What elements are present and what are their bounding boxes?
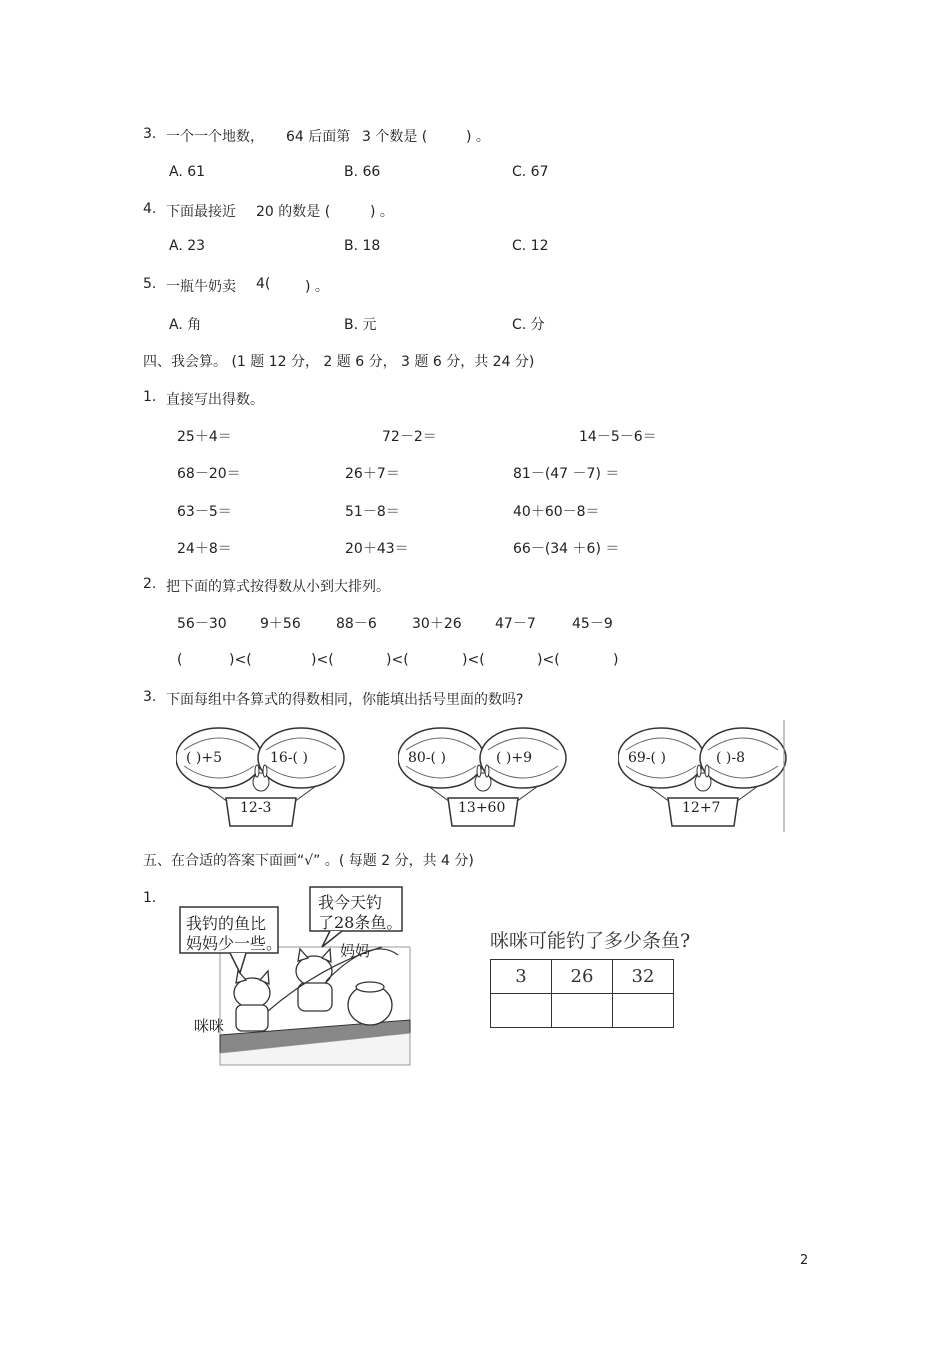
choice-cell: 3 (491, 960, 552, 994)
calc-item: 66－(34 ＋6) ＝ (513, 541, 620, 557)
q5-option-c[interactable]: C. 分 (512, 317, 545, 333)
q4-text2: 20 的数是 ( (256, 204, 331, 220)
answer-table (490, 959, 674, 1028)
s4-q2-title: 把下面的算式按得数从小到大排列。 (166, 579, 390, 595)
expr-item: 56－30 (177, 616, 227, 632)
basket-expr: 13+60 (458, 800, 506, 816)
answer-cell[interactable] (613, 994, 674, 1028)
choice-cell: 26 (552, 960, 613, 994)
q5-number: 5. (143, 276, 157, 292)
section5-heading: 五、在合适的答案下面画“√” 。( 每题 2 分，共 4 分) (143, 853, 474, 869)
q3-text4: ) 。 (466, 129, 490, 145)
q5-text: 一瓶牛奶卖 (166, 279, 236, 295)
answer-cell[interactable] (491, 994, 552, 1028)
choice-cell: 32 (613, 960, 674, 994)
calc-item: 51－8＝ (345, 504, 400, 520)
order-blank[interactable]: ) (613, 652, 619, 668)
expr-item: 47－7 (495, 616, 536, 632)
s4-q3-number: 3. (143, 689, 157, 705)
s4-q1-title: 直接写出得数。 (166, 392, 264, 408)
balloon-right-expr[interactable]: ( )+9 (496, 750, 533, 766)
expr-item: 45－9 (572, 616, 613, 632)
calc-item: 26＋7＝ (345, 466, 400, 482)
answer-cell[interactable] (552, 994, 613, 1028)
s4-q1-number: 1. (143, 389, 157, 405)
balloon-group-3 (618, 720, 788, 832)
balloon-left-expr[interactable]: 69-( ) (628, 750, 666, 766)
section4-heading: 四、我会算。 (1 题 12 分， 2 题 6 分， 3 题 6 分，共 24 分) (143, 354, 535, 370)
mama-label: 妈妈 (340, 942, 371, 960)
balloon-group-1 (176, 720, 346, 832)
mama-speech-line2: 了28条鱼。 (318, 913, 403, 932)
expr-item: 9＋56 (260, 616, 301, 632)
s5-q1-number: 1. (143, 890, 157, 906)
balloon-left-expr[interactable]: 80-( ) (408, 750, 446, 766)
mimi-speech-line2: 妈妈少一些。 (186, 934, 283, 953)
q4-option-b[interactable]: B. 18 (344, 238, 381, 254)
s4-q2-number: 2. (143, 576, 157, 592)
order-blank[interactable]: )<( (537, 652, 560, 668)
page-number: 2 (800, 1253, 809, 1268)
balloon-left-expr[interactable]: ( )+5 (186, 750, 223, 766)
mimi-speech-line1: 我钓的鱼比 (186, 914, 267, 933)
calc-item: 24＋8＝ (177, 541, 232, 557)
q4-option-c[interactable]: C. 12 (512, 238, 549, 254)
q3-option-a[interactable]: A. 61 (169, 164, 206, 180)
mama-speech-line1: 我今天钓 (318, 893, 383, 912)
calc-item: 25＋4＝ (177, 429, 232, 445)
expr-item: 88－6 (336, 616, 377, 632)
q4-text3: ) 。 (370, 204, 394, 220)
mimi-label: 咪咪 (194, 1017, 225, 1035)
fish-question: 咪咪可能钓了多少条鱼? (490, 930, 691, 952)
calc-item: 63－5＝ (177, 504, 232, 520)
q5-option-b[interactable]: B. 元 (344, 317, 377, 333)
calc-item: 40＋60－8＝ (513, 504, 600, 520)
q3-text: 一个一个地数， (166, 129, 264, 145)
order-blank[interactable]: )<( (386, 652, 409, 668)
table-row (491, 994, 674, 1028)
s4-q3-title: 下面每组中各算式的得数相同，你能填出括号里面的数吗? (166, 692, 524, 708)
order-blank[interactable]: )<( (311, 652, 334, 668)
q4-number: 4. (143, 201, 157, 217)
q3-option-c[interactable]: C. 67 (512, 164, 549, 180)
table-row (491, 960, 674, 994)
q3-text2: 64 后面第 (286, 129, 351, 145)
q4-option-a[interactable]: A. 23 (169, 238, 206, 254)
q3-number: 3. (143, 126, 157, 142)
order-blank[interactable]: )<( (462, 652, 485, 668)
calc-item: 81－(47 －7) ＝ (513, 466, 620, 482)
order-blank[interactable]: ( (177, 652, 183, 668)
calc-item: 14－5－6＝ (579, 429, 657, 445)
q5-text3: ) 。 (305, 279, 329, 295)
calc-item: 68－20＝ (177, 466, 241, 482)
q4-text: 下面最接近 (166, 204, 236, 220)
balloon-group-2 (398, 720, 568, 832)
basket-expr: 12+7 (682, 800, 721, 816)
q3-text3: 3 个数是 ( (362, 129, 428, 145)
q3-option-b[interactable]: B. 66 (344, 164, 381, 180)
fishing-illustration (172, 885, 412, 1067)
balloon-right-expr[interactable]: 16-( ) (270, 750, 308, 766)
calc-item: 20＋43＝ (345, 541, 409, 557)
basket-expr: 12-3 (240, 800, 272, 816)
order-blank[interactable]: )<( (229, 652, 252, 668)
q5-option-a[interactable]: A. 角 (169, 317, 202, 333)
calc-item: 72－2＝ (382, 429, 437, 445)
balloon-right-expr[interactable]: ( )-8 (716, 750, 746, 766)
expr-item: 30＋26 (412, 616, 462, 632)
q5-text2: 4( (256, 276, 271, 292)
